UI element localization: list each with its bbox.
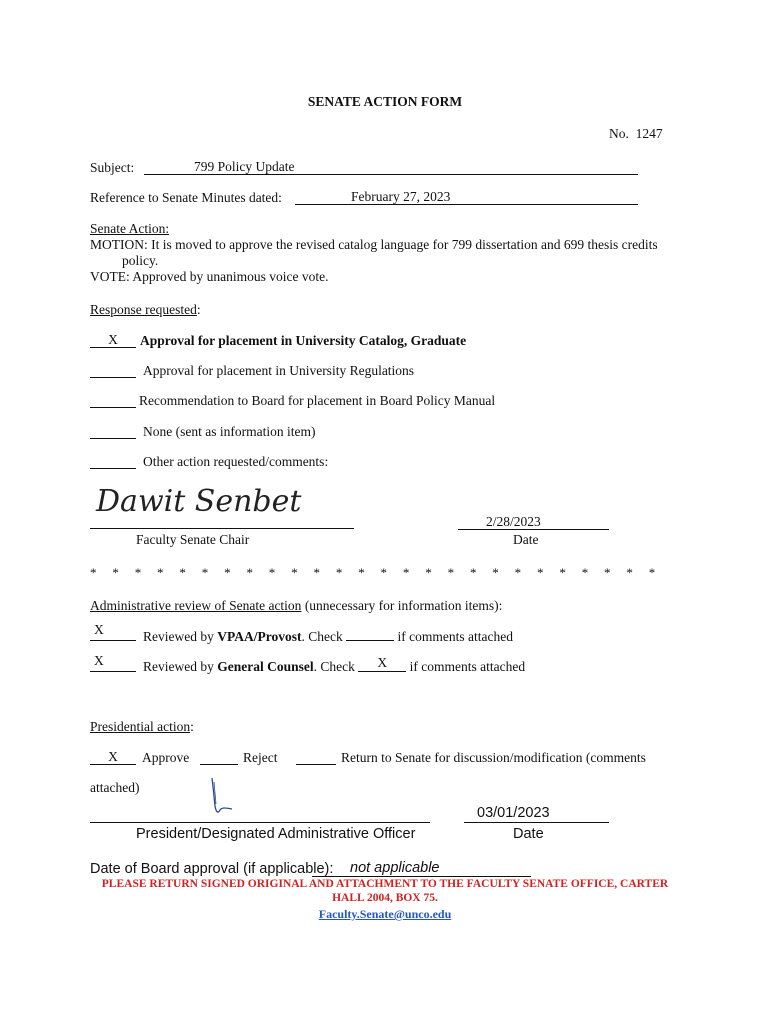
admin-review-row [143,628,513,645]
footer-email-wrap [0,905,770,923]
admin-review-mark[interactable] [90,653,136,672]
footer-instructions-line2: HALL 2004, BOX 75. [332,892,438,904]
response-option-label: None (sent as information item) [143,424,316,439]
response-heading [90,302,201,318]
form-number-label: No. [609,126,629,141]
presidential-heading [90,719,194,735]
subject-field [144,159,638,175]
approve-label: Approve [142,750,190,765]
president-date-field [464,805,609,823]
subject-label: Subject: [90,160,135,175]
response-option-label: Approval for placement in University Catalog, Graduate [140,333,467,348]
reference-date: February 27, 2023 [351,189,451,204]
president-date: 03/01/2023 [477,805,550,821]
response-option-mark[interactable] [90,332,136,348]
chair-date: 2/28/2023 [486,514,541,529]
officer-title: President/Designated Administrative Officer [136,826,416,842]
response-heading-text: Response requested [90,302,197,317]
response-option-label: Recommendation to Board for placement in Board Policy Manual [139,393,496,408]
senate-action-heading: Senate Action: [90,221,170,236]
comments-attached-text: if comments attached [409,659,526,674]
presidential-heading-colon: : [190,719,194,734]
approve-mark[interactable] [90,749,136,765]
response-option-label: Approval for placement in University Regulations [143,363,415,378]
form-number-value: 1247 [635,126,663,141]
admin-review-heading-text: Administrative review of Senate action [90,598,302,613]
comments-check-field[interactable] [346,628,394,641]
reference-field [295,189,638,205]
check-text: . Check [313,659,355,674]
vote-line: VOTE: Approved by unanimous voice vote. [90,269,329,284]
form-number [609,126,663,142]
admin-review-heading [90,598,502,614]
checkmark: X [377,655,388,670]
reviewed-by-text: Reviewed by [143,629,218,644]
board-approval-label: Date of Board approval (if applicable): [90,861,334,877]
motion-line2: policy. [122,253,159,268]
checkmark: X [108,332,118,347]
admin-review-mark[interactable] [90,622,136,641]
chair-date-label: Date [513,532,539,547]
form-title: SENATE ACTION FORM [307,94,463,109]
chair-title: Faculty Senate Chair [136,532,250,547]
response-heading-colon: : [196,302,201,317]
response-option-mark[interactable] [90,362,136,378]
check-text: . Check [301,629,343,644]
separator: * * * * * * * * * * * * * * * * * * * * * * * * * * [90,565,656,580]
motion-line1: MOTION: It is moved to approve the revised catalog language for 799 dissertation and 699 thesis credits [90,237,658,252]
president-date-label: Date [513,826,544,842]
comments-attached-text: if comments attached [397,629,513,644]
footer-instructions-line1: PLEASE RETURN SIGNED ORIGINAL AND ATTACHMENT TO THE FACULTY SENATE OFFICE, CARTER [101,878,669,890]
checkmark: X [108,749,118,764]
checkmark: X [94,653,104,668]
response-option-mark[interactable] [90,392,136,408]
reviewer-name: VPAA/Provost [217,629,302,644]
chair-signature: Dawit Senbet [96,484,302,519]
response-option-label: Other action requested/comments: [143,454,329,469]
board-approval-field [312,861,531,877]
board-approval-value: not applicable [350,860,440,876]
admin-review-row [143,655,526,675]
reviewed-by-text: Reviewed by [143,659,218,674]
presidential-heading-text: Presidential action [90,719,191,734]
admin-review-note: (unnecessary for information items): [301,598,503,613]
president-signature-line [90,822,430,823]
response-option-mark[interactable] [90,423,136,439]
reject-label: Reject [243,750,278,765]
chair-signature-line [90,528,354,529]
reject-mark[interactable] [200,749,238,765]
reference-label: Reference to Senate Minutes dated: [90,190,282,205]
return-label-continued: attached) [90,780,140,795]
subject-value: 799 Policy Update [194,159,295,174]
response-option-mark[interactable] [90,453,136,469]
chair-date-field [458,514,609,530]
return-mark[interactable] [296,749,336,765]
return-label: Return to Senate for discussion/modification (comments [341,750,646,765]
reviewer-name: General Counsel [217,659,314,674]
president-signature [204,776,238,816]
checkmark: X [94,622,104,637]
comments-check-field[interactable] [358,655,406,672]
footer-email-link[interactable]: Faculty.Senate@unco.edu [318,907,452,921]
